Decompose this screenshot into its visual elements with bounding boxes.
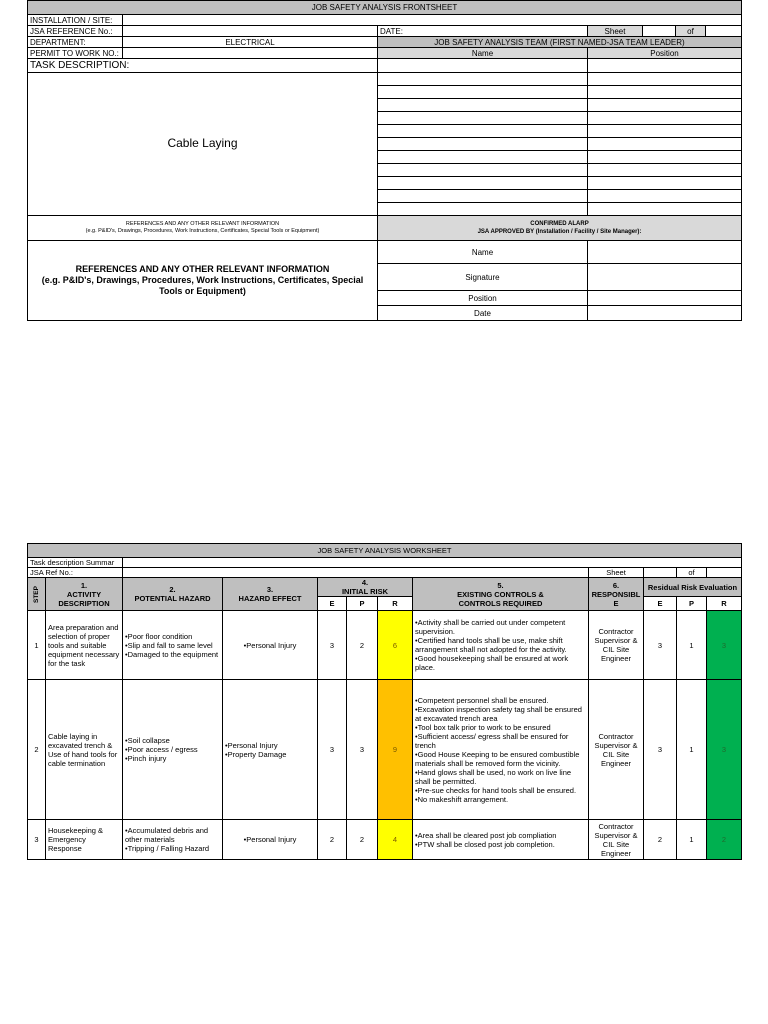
- control-item: • Excavation inspection safety tag shall be ensured at excavated trench area: [415, 705, 586, 723]
- date-field[interactable]: [378, 26, 588, 37]
- initial-e-value: 3: [318, 680, 347, 820]
- controls-cell: [413, 680, 589, 820]
- team-name-cell[interactable]: [378, 86, 588, 99]
- effect-header: [223, 578, 318, 611]
- residual-r-value: [707, 820, 742, 860]
- task-summary-field[interactable]: [123, 558, 742, 568]
- effect-item: • Personal Injury: [225, 741, 315, 750]
- initial-r-header: R: [378, 597, 413, 611]
- step-number: 2: [28, 680, 46, 820]
- department-value: ELECTRICAL: [123, 37, 378, 48]
- team-name-cell[interactable]: [378, 125, 588, 138]
- effect-item: • Personal Injury: [225, 835, 315, 844]
- task-description-label: TASK DESCRIPTION:: [28, 59, 378, 73]
- initial-e-header: E: [318, 597, 347, 611]
- residual-p-value: 1: [677, 820, 707, 860]
- control-item: • Tool box talk prior to work to be ensured: [415, 723, 586, 732]
- controls-cell: [413, 820, 589, 860]
- approval-position-field[interactable]: [588, 291, 742, 306]
- team-position-cell[interactable]: [588, 112, 742, 125]
- residual-r-text: 3: [721, 745, 727, 754]
- team-name-cell[interactable]: [378, 112, 588, 125]
- controls-cell: [413, 611, 589, 680]
- controls-header: [413, 578, 589, 611]
- residual-e-value: 2: [644, 820, 677, 860]
- residual-e-value: 3: [644, 611, 677, 680]
- hazard-item: • Soil collapse: [125, 736, 220, 745]
- references-big-line2: (e.g. P&ID's, Drawings, Procedures, Work Instructions, Certificates, Special Tools or Equipment): [41, 275, 364, 296]
- team-name-cell[interactable]: [378, 164, 588, 177]
- approval-name-label: Name: [378, 241, 588, 264]
- effect-item: • Property Damage: [225, 750, 315, 759]
- hazard-header: [123, 578, 223, 611]
- initial-risk-header-num: 4.: [361, 578, 369, 587]
- initial-r-text: 9: [392, 745, 398, 754]
- control-item: • Activity shall be carried out under competent supervision.: [415, 618, 586, 636]
- worksheet-title: JOB SAFETY ANALYSIS WORKSHEET: [28, 544, 742, 558]
- residual-r-value: [707, 611, 742, 680]
- team-position-cell[interactable]: [588, 203, 742, 216]
- step-header-text: STEP: [33, 585, 40, 603]
- hazard-item: • Pinch injury: [125, 754, 220, 763]
- team-name-cell[interactable]: [378, 99, 588, 112]
- ws-sheet-number-field[interactable]: [644, 568, 677, 578]
- initial-p-header: P: [347, 597, 378, 611]
- initial-r-value: [378, 820, 413, 860]
- task-summary-label: Task description Summar: [28, 558, 123, 568]
- potential-hazard-cell: [123, 680, 223, 820]
- sheet-number-field[interactable]: [643, 26, 676, 37]
- references-box[interactable]: [28, 241, 378, 321]
- initial-r-text: 4: [392, 835, 398, 844]
- controls-header-line2: CONTROLS REQUIRED: [458, 598, 543, 608]
- initial-risk-header-title: INITIAL RISK: [341, 587, 389, 596]
- frontsheet-title: JOB SAFETY ANALYSIS FRONTSHEET: [28, 1, 742, 15]
- hazard-item: • Accumulated debris and other materials: [125, 826, 220, 844]
- effect-header-title: HAZARD EFFECT: [238, 594, 302, 603]
- step-number: 3: [28, 820, 46, 860]
- team-name-cell[interactable]: [378, 151, 588, 164]
- residual-r-text: 3: [721, 640, 727, 650]
- sheet-label: Sheet: [588, 26, 643, 37]
- permit-label: PERMIT TO WORK NO.:: [28, 48, 123, 59]
- controls-header-num: 5.: [497, 580, 504, 590]
- responsible-header-line1: RESPONSIBL: [591, 589, 641, 599]
- step-number: 1: [28, 611, 46, 680]
- hazard-effect-cell: [223, 680, 318, 820]
- sheet-of-label: of: [676, 26, 706, 37]
- hazard-item: • Damaged to the equipment: [125, 650, 220, 659]
- team-position-cell[interactable]: [588, 86, 742, 99]
- initial-r-value: [378, 680, 413, 820]
- team-position-cell[interactable]: [588, 151, 742, 164]
- team-name-cell[interactable]: [378, 190, 588, 203]
- approval-signature-label: Signature: [378, 264, 588, 291]
- jsa-ref-label: JSA REFERENCE No.:: [28, 26, 123, 37]
- responsible-cell: Contractor Supervisor & CIL Site Engineer: [589, 680, 644, 820]
- task-description-box[interactable]: [28, 73, 378, 216]
- jsa-worksheet: [27, 543, 742, 860]
- approval-position-label: Position: [378, 291, 588, 306]
- hazard-header-title: POTENTIAL HAZARD: [134, 594, 211, 603]
- initial-e-value: 3: [318, 611, 347, 680]
- hazard-header-num: 2.: [169, 585, 176, 594]
- control-item: • Sufficient access/ egress shall be ensured for trench: [415, 732, 586, 750]
- responsible-cell: Contractor Supervisor & CIL Site Engineer: [589, 820, 644, 860]
- responsible-header: [589, 578, 644, 611]
- hazard-item: • Tripping / Falling Hazard: [125, 844, 220, 853]
- control-item: • Pre-sue checks for hand tools shall be ensured.: [415, 786, 586, 795]
- residual-p-value: 1: [677, 680, 707, 820]
- residual-r-text: 2: [721, 835, 727, 844]
- ws-jsa-ref-field[interactable]: [123, 568, 589, 578]
- activity-header: [46, 578, 123, 611]
- residual-risk-header: Residual Risk Evaluation: [644, 578, 742, 597]
- initial-r-value: [378, 611, 413, 680]
- residual-e-header: E: [644, 597, 677, 611]
- hazard-item: • Poor floor condition: [125, 632, 220, 641]
- team-position-cell[interactable]: [588, 59, 742, 73]
- ws-jsa-ref-label: JSA Ref No.:: [28, 568, 123, 578]
- activity-description: Housekeeping & Emergency Response: [46, 820, 123, 860]
- team-position-cell[interactable]: [588, 177, 742, 190]
- initial-risk-header: [318, 578, 413, 597]
- approval-date-field[interactable]: [588, 306, 742, 321]
- approval-signature-field[interactable]: [588, 264, 742, 291]
- residual-r-header: R: [707, 597, 742, 611]
- team-position-cell[interactable]: [588, 190, 742, 203]
- confirmed-alarp-line2: JSA APPROVED BY (Installation / Facility / Site Manager):: [477, 229, 642, 235]
- team-name-cell[interactable]: [378, 138, 588, 151]
- residual-r-value: [707, 680, 742, 820]
- ws-sheet-label: Sheet: [589, 568, 644, 578]
- step-header: [28, 578, 46, 611]
- department-label: DEPARTMENT:: [28, 37, 123, 48]
- initial-e-value: 2: [318, 820, 347, 860]
- team-name-cell[interactable]: [378, 59, 588, 73]
- approval-date-label: Date: [378, 306, 588, 321]
- team-name-cell[interactable]: [378, 203, 588, 216]
- control-item: • Area shall be cleared post job compliation: [415, 831, 586, 840]
- control-item: • No makeshift arrangement.: [415, 795, 586, 804]
- control-item: • Good House Keeping to be ensured combustible materials shall be removed form the vicinity.: [415, 750, 586, 768]
- activity-header-line1: ACTIVITY: [66, 589, 102, 599]
- installation-label: INSTALLATION / SITE:: [28, 15, 123, 26]
- sheet-total-field[interactable]: [706, 26, 742, 37]
- team-name-header: Name: [378, 48, 588, 59]
- approval-name-field[interactable]: [588, 241, 742, 264]
- team-position-cell[interactable]: [588, 138, 742, 151]
- installation-field[interactable]: [123, 15, 742, 26]
- residual-p-value: 1: [677, 611, 707, 680]
- responsible-header-line2: E: [613, 598, 619, 608]
- ws-sheet-of-label: of: [677, 568, 707, 578]
- team-position-header: Position: [588, 48, 742, 59]
- jsa-team-title: JOB SAFETY ANALYSIS TEAM (FIRST NAMED-JSA TEAM LEADER): [378, 37, 742, 48]
- initial-p-value: 3: [347, 680, 378, 820]
- effect-header-num: 3.: [266, 585, 274, 594]
- references-small-header: [28, 216, 378, 241]
- task-description-value: Cable Laying: [167, 136, 238, 150]
- team-position-cell[interactable]: [588, 164, 742, 177]
- potential-hazard-cell: [123, 611, 223, 680]
- initial-p-value: 2: [347, 611, 378, 680]
- initial-r-text: 6: [392, 640, 398, 650]
- responsible-cell: Contractor Supervisor & CIL Site Engineer: [589, 611, 644, 680]
- activity-description: Cable laying in excavated trench & Use of hand tools for cable termination: [46, 680, 123, 820]
- effect-item: • Personal Injury: [225, 641, 315, 650]
- potential-hazard-cell: [123, 820, 223, 860]
- confirmed-alarp-line1: CONFIRMED ALARP: [530, 221, 589, 227]
- team-name-cell[interactable]: [378, 177, 588, 190]
- confirmed-alarp-header: [378, 216, 742, 241]
- date-label: DATE:: [380, 26, 403, 36]
- control-item: • Certified hand tools shall be use, make shift arrangement shall not adopted for the activity.: [415, 636, 586, 654]
- activity-description: Area preparation and selection of proper tools and suitable equipment necessary for the task: [46, 611, 123, 680]
- control-item: • Good housekeeping shall be ensured at work place.: [415, 654, 586, 672]
- residual-p-header: P: [677, 597, 707, 611]
- jsa-frontsheet: [27, 0, 742, 321]
- control-item: • Hand glows shall be used, no work on live line shall be permitted.: [415, 768, 586, 786]
- control-item: • Competent personnel shall be ensured.: [415, 696, 586, 705]
- hazard-item: • Poor access / egress: [125, 745, 220, 754]
- initial-p-value: 2: [347, 820, 378, 860]
- control-item: • PTW shall be closed post job completion.: [415, 840, 586, 849]
- activity-header-num: 1.: [80, 580, 88, 590]
- activity-header-line2: DESCRIPTION: [58, 598, 110, 608]
- controls-header-line1: EXISTING CONTROLS &: [457, 589, 544, 599]
- team-name-cell[interactable]: [378, 73, 588, 86]
- references-big-line1: REFERENCES AND ANY OTHER RELEVANT INFORMATION: [75, 264, 330, 274]
- team-position-cell[interactable]: [588, 125, 742, 138]
- responsible-header-num: 6.: [612, 580, 620, 590]
- references-small-line1: REFERENCES AND ANY OTHER RELEVANT INFORMATION: [125, 221, 280, 227]
- hazard-effect-cell: [223, 611, 318, 680]
- hazard-effect-cell: [223, 820, 318, 860]
- ws-sheet-total-field[interactable]: [707, 568, 742, 578]
- jsa-ref-field[interactable]: [123, 26, 378, 37]
- hazard-item: • Slip and fall to same level: [125, 641, 220, 650]
- team-position-cell[interactable]: [588, 73, 742, 86]
- team-position-cell[interactable]: [588, 99, 742, 112]
- residual-e-value: 3: [644, 680, 677, 820]
- references-small-line2: (e.g. P&ID's, Drawings, Procedures, Work Instructions, Certificates, Special Tools or Equipment): [85, 228, 320, 234]
- permit-field[interactable]: [123, 48, 378, 59]
